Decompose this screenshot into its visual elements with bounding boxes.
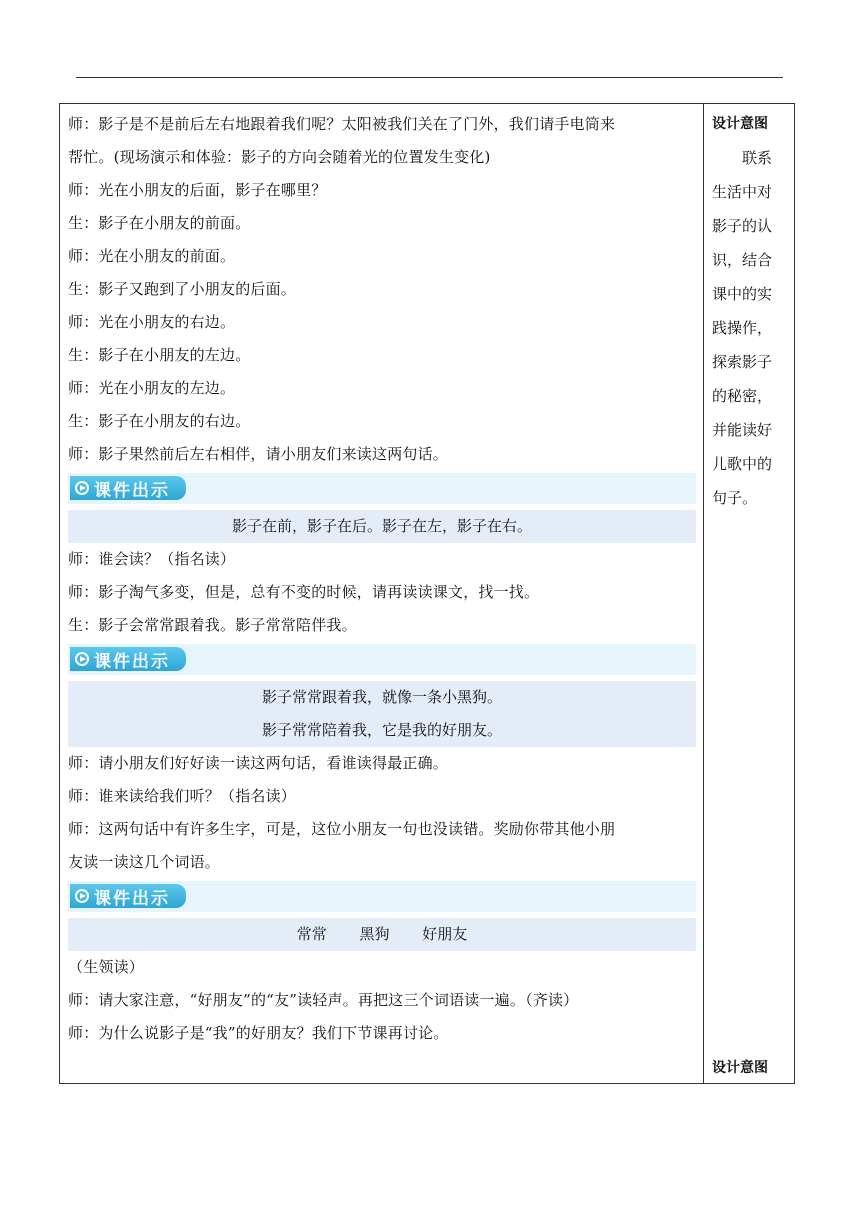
intent-line: 生活中对 [712,183,773,201]
dialogue-block-3 [68,747,696,879]
courseware-badge [70,476,186,500]
courseware-badge [70,647,186,671]
intent-line: 并能读好 [712,421,773,439]
text-line: 师：这两句话中有许多生字，可是，这位小朋友一句也没读错。奖励你带其他小朋 [68,820,616,838]
courseware-banner [68,473,696,504]
intent-line: 践操作， [712,319,773,337]
intent-line: 影子的认 [712,217,773,235]
courseware-banner [68,644,696,675]
text-line: 生：影子在小朋友的右边。 [68,412,251,430]
text-line: 师：谁来读给我们听？（指名读） [68,787,297,805]
dialogue-block-1 [68,108,696,471]
text-line: 师：光在小朋友的后面，影子在哪里？ [68,181,327,199]
text-line: 生：影子又跑到了小朋友的后面。 [68,280,297,298]
word-list-box [68,918,696,951]
intent-line: 课中的实 [712,285,773,303]
text-line: 生：影子在小朋友的前面。 [68,214,251,232]
dialogue-block-4 [68,951,696,1050]
intent-line: 的秘密， [712,387,773,405]
text-line: 师：为什么说影子是“我”的好朋友？我们下节课再讨论。 [68,1024,449,1042]
text-line: 师：谁会读？（指名读） [68,550,236,568]
text-line: 师：请大家注意，“好朋友”的“友”读轻声。再把这三个词语读一遍。（齐读） [68,991,579,1009]
intent-line: 联系 [742,149,773,167]
quote-box: 影子常常跟着我，就像一条小黑狗。 [68,681,696,714]
text-line: 生：影子在小朋友的左边。 [68,346,251,364]
text-line: 生：影子会常常跟着我。影子常常陪伴我。 [68,616,357,634]
play-icon [75,889,89,903]
text-line: 友读一读这几个词语。 [68,853,221,871]
vocab-word: 黑狗 [359,925,390,943]
play-icon [75,481,89,495]
column-divider [703,103,704,1084]
intent-line: 句子。 [712,489,758,507]
text-line: 师：请小朋友们好好读一读这两句话，看谁读得最正确。 [68,754,449,772]
text-line: （生领读） [68,958,145,976]
text-line: 师：影子是不是前后左右地跟着我们呢？太阳被我们关在了门外，我们请手电筒来 [68,115,616,133]
intent-line: 识，结合 [712,251,773,269]
header-rule [76,77,783,78]
play-icon [75,652,89,666]
design-intent-title: 设计意图 [712,116,768,132]
banner-label: 课件出示 [94,888,170,909]
dialogue-block-2 [68,543,696,642]
courseware-banner [68,881,696,912]
design-intent-column [712,108,784,515]
vocab-word: 好朋友 [422,925,468,943]
intent-line: 探索影子 [712,353,773,371]
text-line: 师：影子果然前后左右相伴，请小朋友们来读这两句话。 [68,445,449,463]
quote-box: 影子常常陪着我，它是我的好朋友。 [68,714,696,747]
text-line: 师：光在小朋友的右边。 [68,313,236,331]
text-line: 帮忙。(现场演示和体验：影子的方向会随着光的位置发生变化) [68,148,491,166]
banner-label: 课件出示 [94,480,170,501]
courseware-badge [70,884,186,908]
vocab-word: 常常 [296,925,327,943]
design-intent-title-bottom: 设计意图 [712,1060,768,1076]
text-line: 师：光在小朋友的前面。 [68,247,236,265]
quote-box: 影子在前，影子在后。影子在左，影子在右。 [68,510,696,543]
text-line: 师：影子淘气多变，但是，总有不变的时候，请再读读课文，找一找。 [68,583,540,601]
lesson-content [68,108,696,1050]
text-line: 师：光在小朋友的左边。 [68,379,236,397]
intent-line: 儿歌中的 [712,455,773,473]
banner-label: 课件出示 [94,651,170,672]
